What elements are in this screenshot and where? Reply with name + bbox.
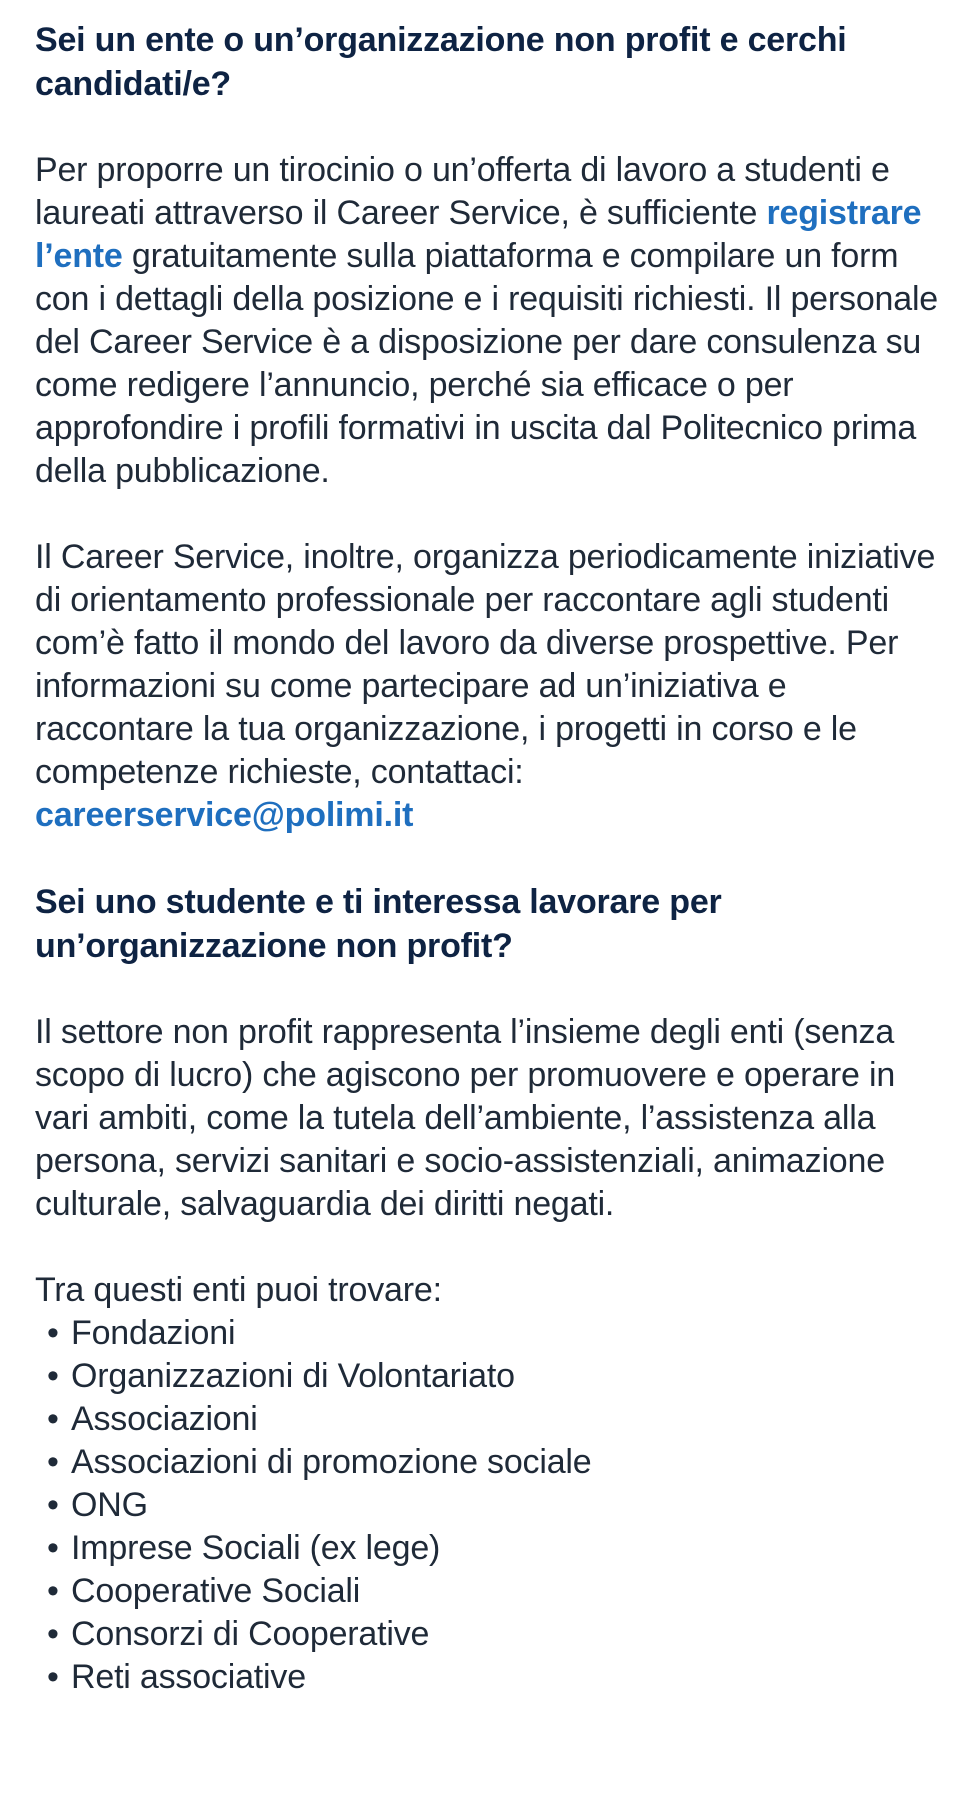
entity-list-item-label: Imprese Sociali (ex lege) xyxy=(71,1529,441,1567)
entity-list-item-label: ONG xyxy=(71,1486,148,1524)
entity-list-item-label: Associazioni xyxy=(71,1400,258,1438)
entity-list-item-label: Cooperative Sociali xyxy=(71,1572,361,1610)
org-intro-text-after: gratuitamente sulla piattaforma e compilare un form con i dettagli della posizione e i requisiti richiesti. Il personale del Career Service è a disposizione per dare consulenza su come redigere l’annuncio, perché sia efficace o per approfondire i profili formativi in uscita dal Politecnico prima della pubblicazione. xyxy=(35,237,939,490)
bullet-icon: • xyxy=(47,1400,59,1438)
bullet-icon: • xyxy=(47,1658,59,1696)
entity-list-item-label: Fondazioni xyxy=(71,1314,236,1352)
entity-list-item xyxy=(47,1312,950,1355)
bullet-icon: • xyxy=(47,1615,59,1653)
career-service-email-link[interactable]: careerservice@polimi.it xyxy=(35,796,414,834)
entity-list-item xyxy=(47,1613,950,1656)
entity-list-item xyxy=(47,1527,950,1570)
spacer xyxy=(35,106,950,149)
entity-list-item xyxy=(47,1484,950,1527)
entity-list-item xyxy=(47,1355,950,1398)
entity-type-list xyxy=(35,1312,950,1699)
bullet-icon: • xyxy=(47,1572,59,1610)
spacer xyxy=(35,493,950,536)
entity-list-item xyxy=(47,1656,950,1699)
entity-list-item-label: Reti associative xyxy=(71,1658,306,1696)
bullet-icon: • xyxy=(47,1529,59,1567)
bullet-icon: • xyxy=(47,1443,59,1481)
register-organization-link[interactable]: registrare l’ente xyxy=(35,194,922,275)
bullet-icon: • xyxy=(47,1357,59,1395)
entity-list-item-label: Organizzazioni di Volontariato xyxy=(71,1357,515,1395)
org-initiatives-text: Il Career Service, inoltre, organizza periodicamente iniziative di orientamento professionale per raccontare agli studenti com’è fatto il mondo del lavoro da diverse prospettive. Per informazioni su come partecipare ad un’iniziativa e raccontare la tua organizzazione, i progetti in corso e le competenze richieste, contattaci: xyxy=(35,538,936,791)
org-intro-text-before: Per proporre un tirocinio o un’offerta di lavoro a studenti e laureati attraverso il Career Service, è sufficiente xyxy=(35,151,890,232)
bullet-icon: • xyxy=(47,1486,59,1524)
spacer xyxy=(35,1226,950,1269)
entity-list-item xyxy=(47,1441,950,1484)
entity-list-item-label: Associazioni di promozione sociale xyxy=(71,1443,592,1481)
spacer xyxy=(35,968,950,1011)
org-initiatives-paragraph xyxy=(35,536,950,837)
bullet-icon: • xyxy=(47,1314,59,1352)
entity-list-item-label: Consorzi di Cooperative xyxy=(71,1615,430,1653)
entity-list-intro: Tra questi enti puoi trovare: xyxy=(35,1271,442,1309)
org-section-heading: Sei un ente o un’organizzazione non profit e cerchi candidati/e? xyxy=(35,21,847,103)
spacer xyxy=(35,837,950,880)
entity-list-item xyxy=(47,1570,950,1613)
org-intro-paragraph xyxy=(35,149,950,493)
nonprofit-description-paragraph: Il settore non profit rappresenta l’insieme degli enti (senza scopo di lucro) che agiscono per promuovere e operare in vari ambiti, come la tutela dell’ambiente, l’assistenza alla persona, servizi sanitari e socio-assistenziali, animazione culturale, salvaguardia dei diritti negati. xyxy=(35,1013,896,1223)
entity-list-item xyxy=(47,1398,950,1441)
student-section-heading: Sei uno studente e ti interessa lavorare per un’organizzazione non profit? xyxy=(35,883,722,965)
